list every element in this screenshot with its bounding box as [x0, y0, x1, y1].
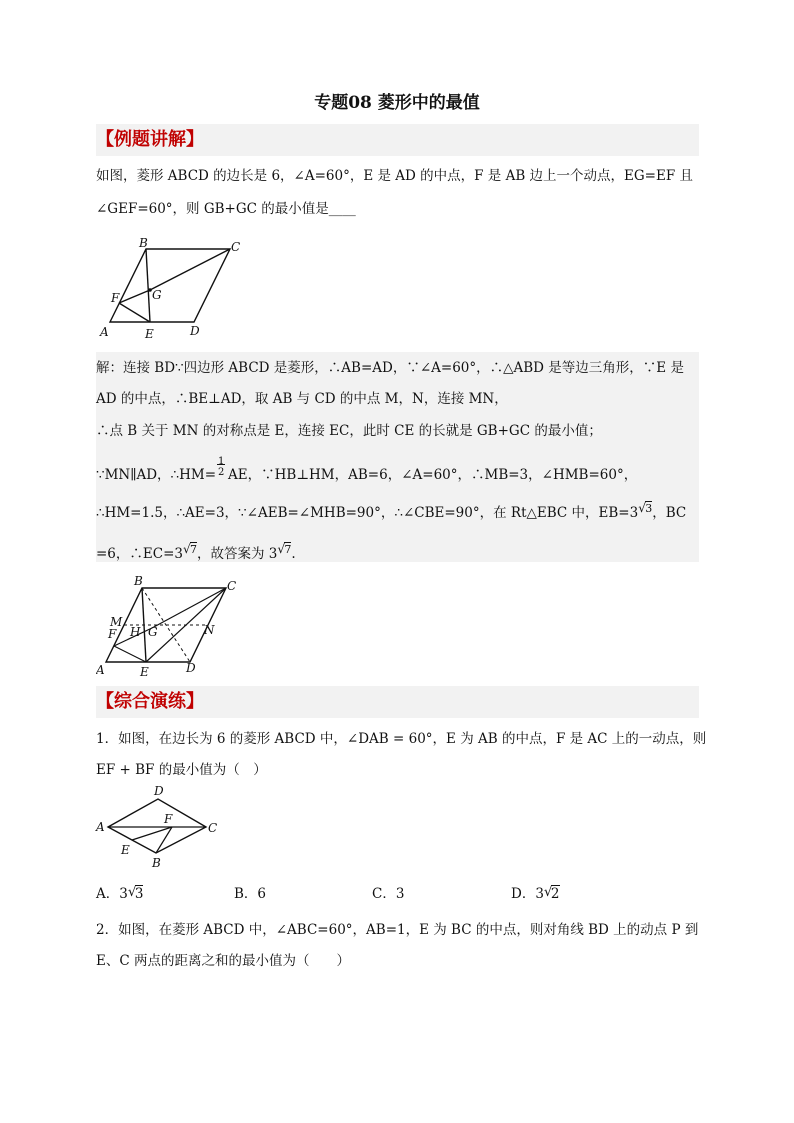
sqrt-7: √ $^7$: [183, 542, 197, 556]
choice-d[interactable]: [511, 882, 560, 902]
solution-box: [96, 352, 699, 562]
solution-line-5: [96, 503, 686, 524]
label-f: F: [164, 812, 173, 826]
label-g: G: [152, 288, 162, 302]
solution-line-3: ∴点 B 关于 MN 的对称点是 E，连接 EC，此时 CE 的长就是 GB+GC 的最小值；: [96, 423, 602, 439]
label-b: B: [134, 574, 143, 588]
question-1-figure: [94, 783, 224, 873]
choice-a-sqrt: √ 3: [127, 884, 144, 902]
solution-line-5-end: ，BC: [652, 505, 687, 521]
choice-b[interactable]: [234, 882, 266, 902]
choice-a[interactable]: [96, 882, 143, 902]
label-m: M: [110, 615, 123, 629]
label-b: B: [152, 856, 161, 870]
label-e: E: [145, 327, 154, 341]
segment-ef: [132, 827, 172, 840]
choice-d-sqrt: √ 2: [543, 884, 560, 902]
label-d: D: [186, 661, 196, 675]
question-1-line-2: EF + BF 的最小值为（ ）: [96, 762, 267, 778]
choice-c-value: 3: [395, 886, 405, 902]
solution-rhombus-figure: [96, 574, 239, 680]
label-a: A: [96, 663, 105, 677]
label-b: B: [139, 236, 148, 250]
solution-line-4-start: ∵MN∥AD，∴HM=: [96, 467, 217, 483]
solution-line-6-mid: ，故答案为 3: [197, 546, 278, 562]
label-d: D: [154, 784, 164, 798]
solution-line-2: AD 的中点，∴BE⊥AD，取 AB 与 CD 的中点 M，N，连接 MN，: [96, 391, 508, 407]
solution-line-6: [96, 544, 296, 565]
question-2-line-2: E、C 两点的距离之和的最小值为（ ）: [96, 953, 350, 969]
question-2-line-1: 2．如图，在菱形 ABCD 中，∠ABC=60°，AB=1，E 为 BC 的中点，则对角线 BD 上的动点 P 到: [96, 922, 699, 938]
label-e: E: [140, 665, 149, 679]
label-d: D: [190, 324, 200, 338]
choice-c-label: C．: [372, 886, 396, 902]
solution-line-4-end: AE，∵HB⊥HM，AB=6，∠A=60°，∴MB=3，∠HMB=60°，: [228, 467, 638, 483]
solution-line-1: 解：连接 BD∵四边形 ABCD 是菱形，∴AB=AD，∵∠A=60°，∴△ABD 是等边三角形，∵E 是: [96, 360, 684, 376]
page-title: 专题08 菱形中的最值: [314, 93, 480, 113]
segment-fg: [119, 290, 150, 303]
solution-line-5-start: ∴HM=1.5，∴AE=3，∵∠AEB=∠MHB=90°，∴∠CBE=90°，在 Rt△EBC 中，EB=3: [96, 505, 639, 521]
label-c: C: [231, 240, 241, 254]
fraction-denominator: 2: [218, 467, 225, 478]
label-e: E: [121, 843, 130, 857]
choice-b-value: 6: [257, 886, 267, 902]
label-f: F: [108, 627, 117, 641]
rhombus-abcd: [110, 249, 230, 322]
choice-a-label: A．: [96, 886, 120, 902]
label-c: C: [208, 821, 218, 835]
solution-line-4: [96, 456, 638, 485]
section-header-practice: [96, 686, 699, 718]
label-h: H: [130, 625, 141, 639]
section-label: 【例题讲解】: [96, 129, 204, 150]
label-c: C: [227, 579, 237, 593]
segment-gc: [150, 249, 230, 290]
choice-d-value: 3: [535, 886, 544, 902]
section-label: 【综合演练】: [96, 691, 204, 712]
example-text-line-1: 如图，菱形 ABCD 的边长是 6，∠A=60°，E 是 AD 的中点，F 是 AB 边上一个动点，EG=EF 且: [96, 168, 694, 184]
sqrt-3: √ $^3$: [638, 501, 653, 515]
sqrt-7-answer: √ $^7$: [277, 542, 292, 556]
solution-line-6-start: =6，∴EC=3: [96, 546, 183, 562]
question-1-line-1: 1．如图，在边长为 6 的菱形 ABCD 中，∠DAB = 60°，E 为 AB 的中点，F 是 AC 上的一动点，则: [96, 731, 707, 747]
choice-a-value: 3: [119, 886, 128, 902]
segment-be: [146, 249, 150, 322]
choice-b-label: B．: [234, 886, 258, 902]
segment-fe: [119, 303, 150, 322]
solution-line-6-end: .: [291, 546, 296, 562]
choice-d-label: D．: [511, 886, 536, 902]
label-a: A: [96, 820, 105, 834]
label-g: G: [148, 625, 158, 639]
section-header-examples: [96, 124, 699, 156]
label-a: A: [100, 325, 109, 339]
label-f: F: [111, 291, 120, 305]
label-n: N: [204, 623, 215, 637]
choice-c[interactable]: [372, 882, 404, 902]
fraction-one-half: [216, 456, 228, 485]
example-rhombus-figure: [98, 232, 248, 344]
fraction-numerator: 1: [218, 456, 225, 467]
example-text-line-2: ∠GEF=60°，则 GB+GC 的最小值是____: [96, 201, 356, 217]
